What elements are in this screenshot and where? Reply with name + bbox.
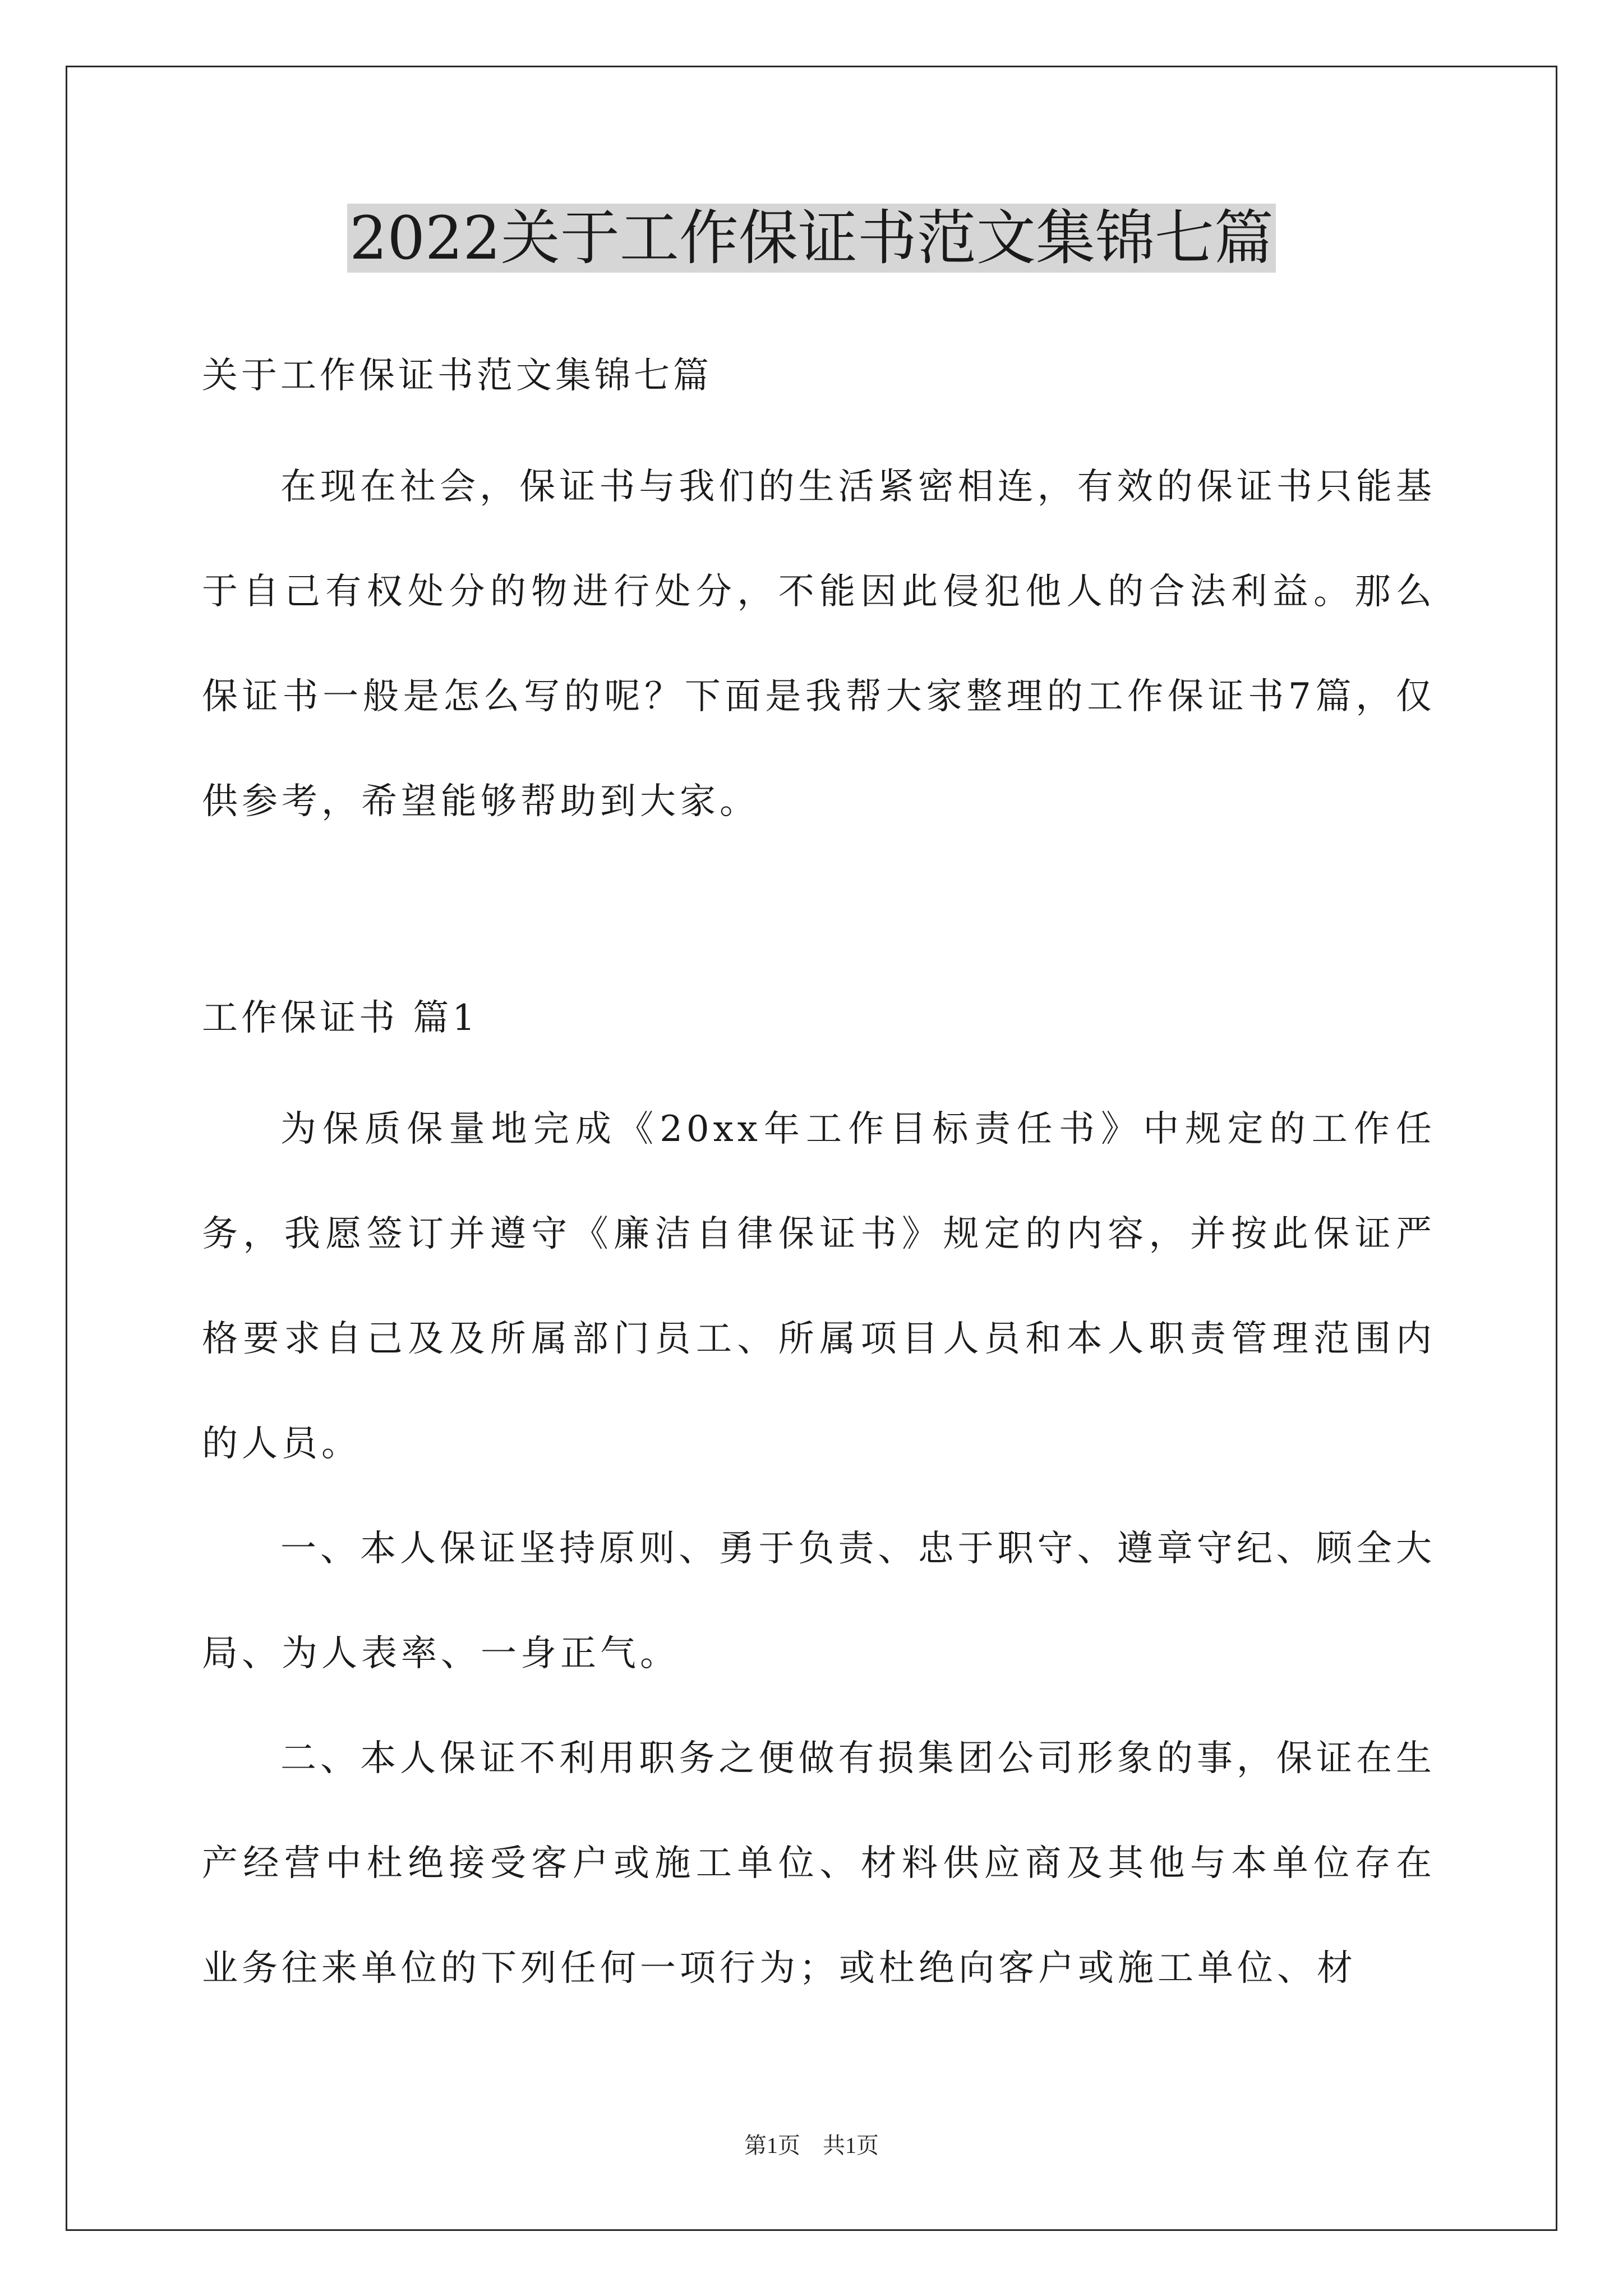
document-title-text: 2022关于工作保证书范文集锦七篇 bbox=[347, 204, 1276, 273]
body-paragraph: 二、本人保证不利用职务之便做有损集团公司形象的事，保证在生产经营中杜绝接受客户或施工单位、材料供应商及其他与本单位存在业务往来单位的下列任何一项行为；或杜绝向客户或施工单位、材 bbox=[202, 1738, 1436, 1989]
body-paragraph: 一、本人保证坚持原则、勇于负责、忠于职守、遵章守纪、顾全大局、为人表率、一身正气。 bbox=[202, 1528, 1436, 1674]
intro-paragraph: 在现在社会，保证书与我们的生活紧密相连，有效的保证书只能基于自己有权处分的物进行处分，不能因此侵犯他人的合法利益。那么保证书一般是怎么写的呢？下面是我帮大家整理的工作保证书7篇，仅供参考，希望能够帮助到大家。 bbox=[202, 466, 1436, 822]
document-title bbox=[0, 202, 1623, 275]
page-footer: 第1页 共1页 bbox=[744, 2133, 879, 2158]
body-paragraph: 为保质保量地完成《20xx年工作目标责任书》中规定的工作任务，我愿签订并遵守《廉洁自律保证书》规定的内容，并按此保证严格要求自己及及所属部门员工、所属项目人员和本人职责管理范围内的人员。 bbox=[202, 1108, 1436, 1465]
document-subtitle: 关于工作保证书范文集锦七篇 bbox=[202, 355, 712, 397]
section-heading: 工作保证书 篇1 bbox=[202, 997, 479, 1039]
section-body bbox=[202, 1077, 1436, 2021]
intro-block bbox=[202, 435, 1436, 854]
